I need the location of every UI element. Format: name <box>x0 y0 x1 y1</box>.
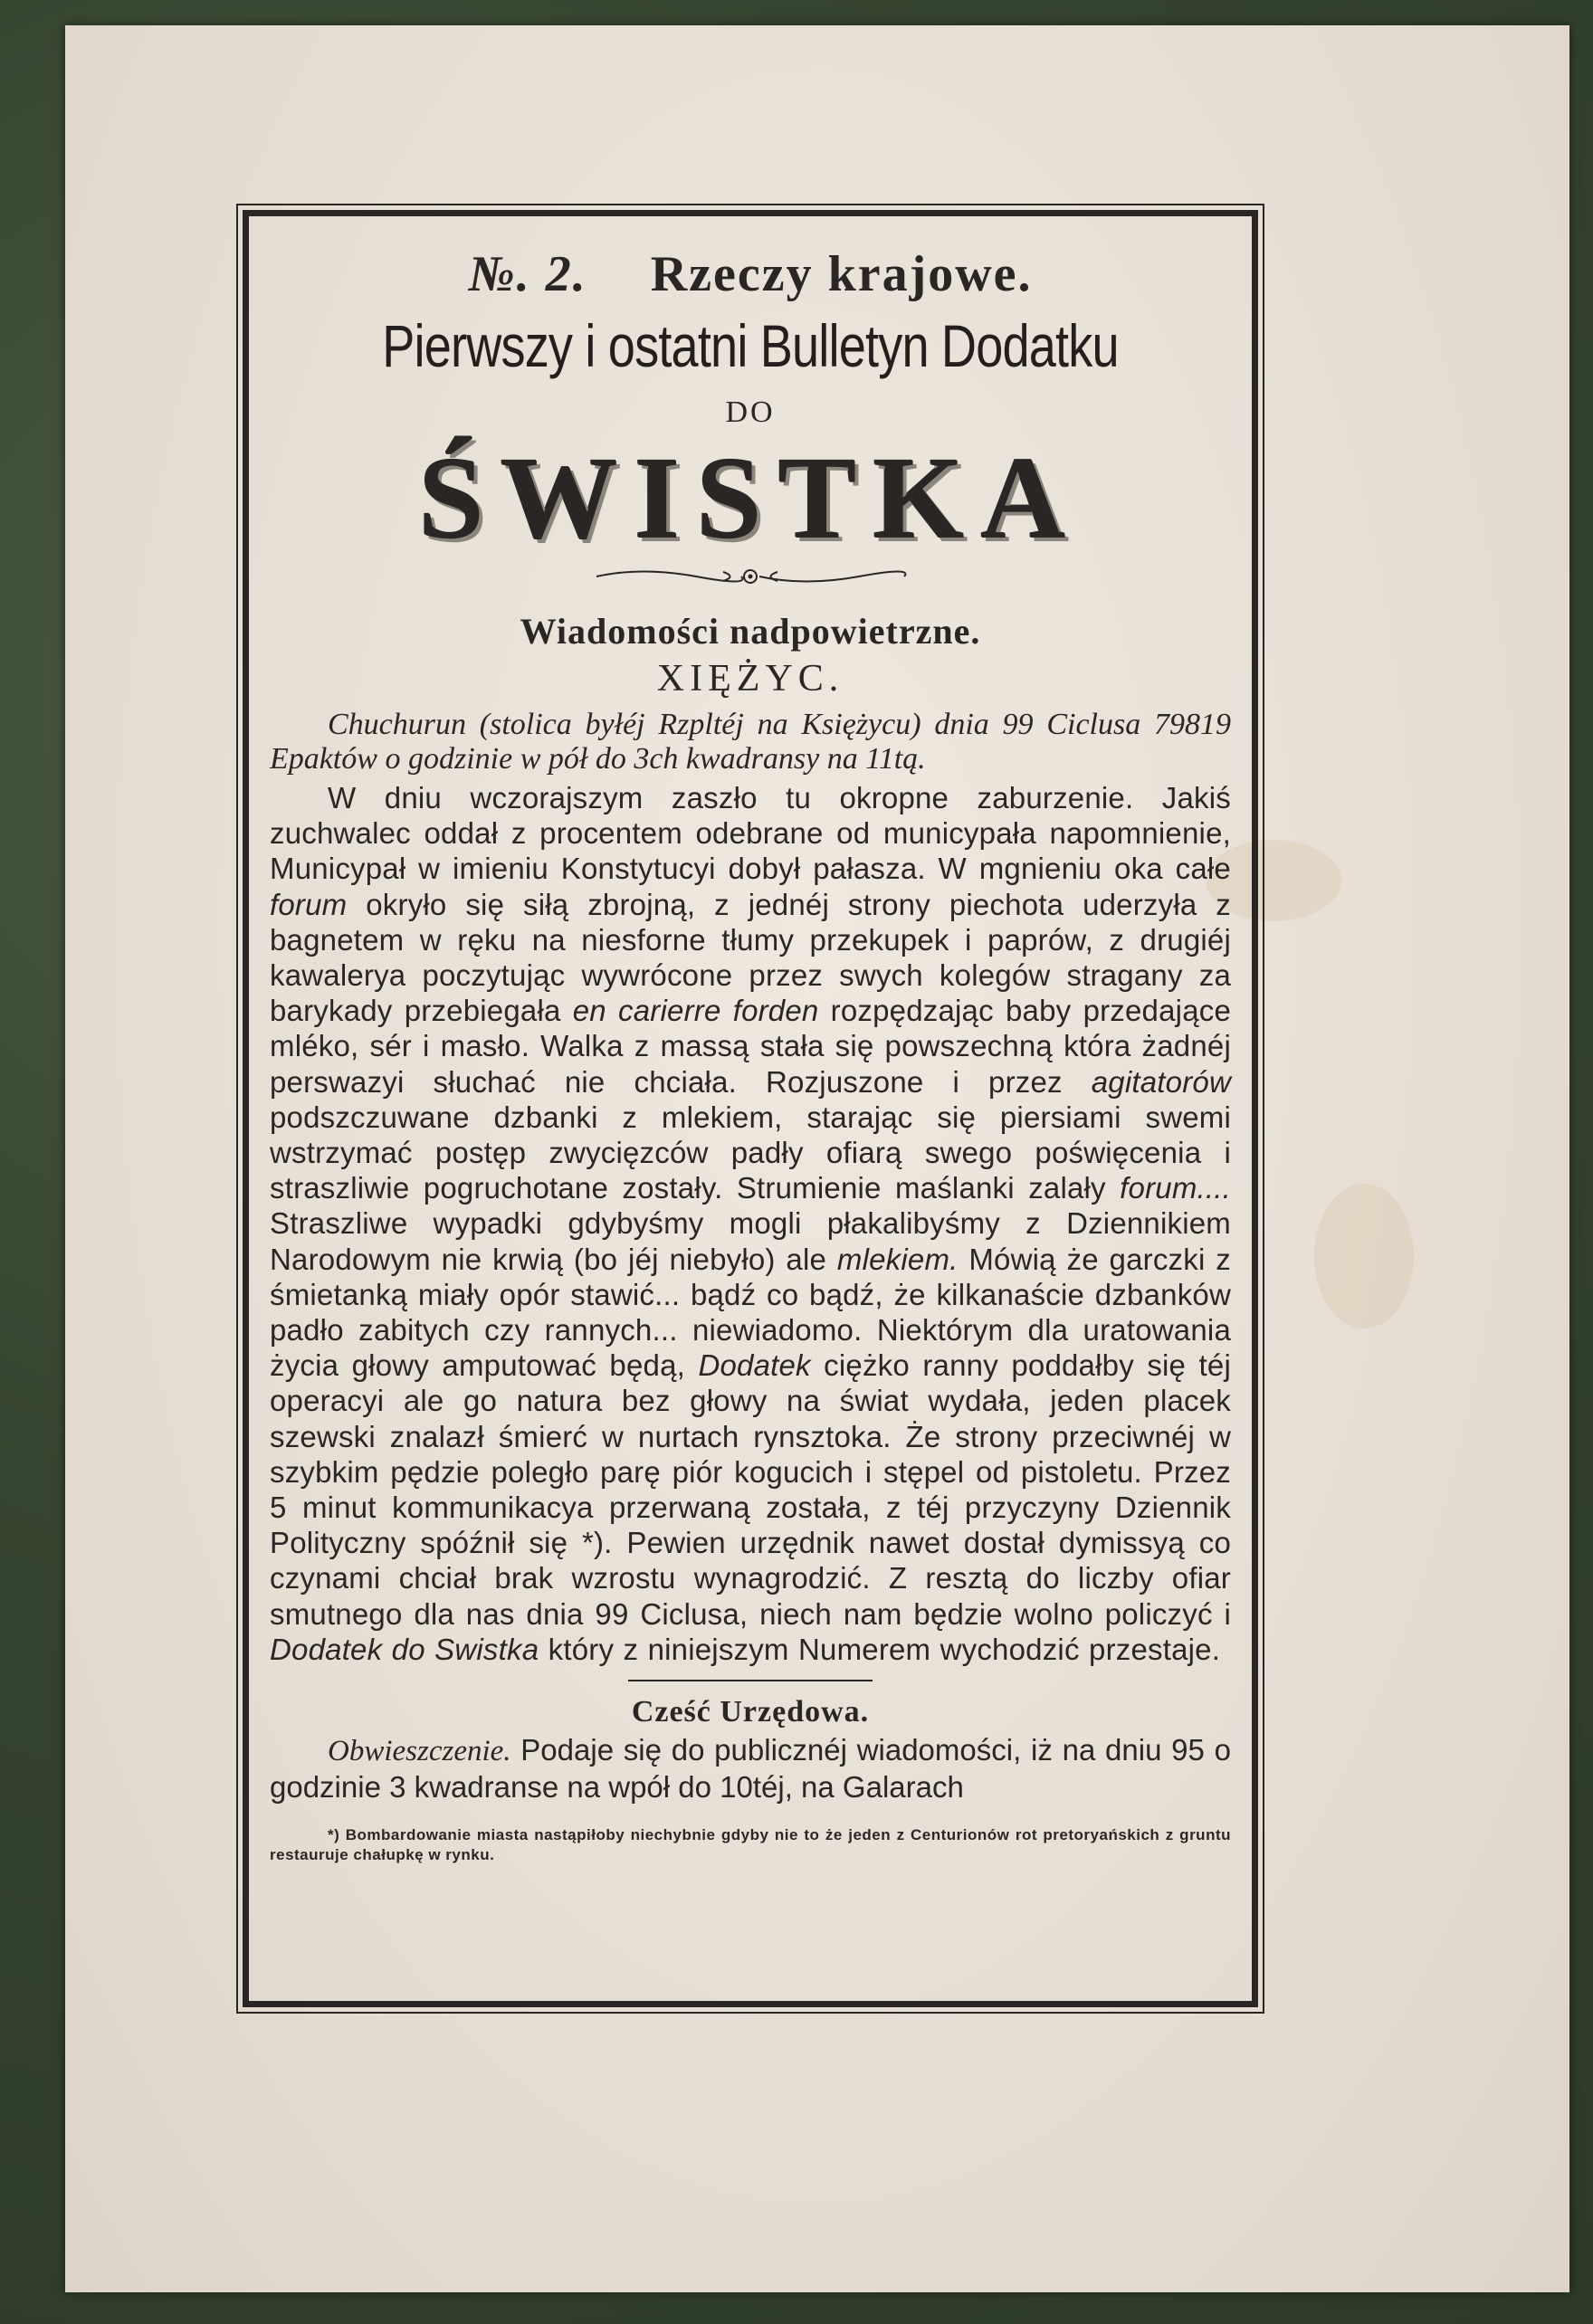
ornament-divider-icon <box>587 563 913 590</box>
title-connector: DO <box>725 395 776 429</box>
section-label: Rzeczy krajowe. <box>650 246 1033 302</box>
article-italic: en carierre forden <box>572 994 819 1028</box>
masthead-title: ŚWISTKA <box>418 433 1083 564</box>
article-italic: agitatorów <box>1091 1064 1231 1099</box>
news-article <box>270 780 1231 1667</box>
article-text: okryło się siłą zbrojną, z jednéj strony piechota uderzyła z bagnetem w ręku na niesforne tłumy przekupek i paprów, z drugiéj kawalerya poczytując wywrócone przez swych kolegów stragany za barykady przebiegała <box>270 887 1231 1028</box>
news-heading: Wiadomości nadpowietrzne. <box>520 611 981 652</box>
notice-label: Obwieszczenie. <box>328 1735 511 1768</box>
article-text: rozpędzając baby przedające mléko, sér i masło. Walka z massą stała się powszechną która żadnéj perswazyi słuchać nie chciała. Rozjuszone i przez <box>270 994 1232 1099</box>
notice-text: Podaje się do publicznéj wiadomości, iż na dniu 95 o godzinie 3 kwadranse na wpół do 10téj, na Galarach <box>270 1733 1231 1805</box>
article-text: który z niniejszym Numerem wychodzić przestaje. <box>539 1632 1221 1666</box>
article-italic: forum.... <box>1120 1171 1231 1205</box>
news-dateline: Chuchurun (stolica byłéj Rzpltéj na Księżycu) dnia 99 Ciclusa 79819 Epaktów o godzinie w pół do 3ch kwadransy na 11tą. <box>270 708 1231 776</box>
article-italic: Dodatek <box>698 1348 811 1383</box>
section-divider <box>628 1680 873 1681</box>
article-text: ciężko ranny poddałby się téj operacyi ale go natura bez głowy na świat wydała, jeden placek szewski znalazł śmierć w nurtach rynsztoka. Że strony przeciwnéj w szybkim pędzie poległo parę piór kogucich i stępel od pistoletu. Przez 5 minut kommunikacya przerwaną została, z téj przyczyny Dziennik Polityczny spóźnił się *). Pewien urzędnik nawet dostał dymissyą co czynami chciał brak wzrostu wynagrodzić. Z resztą do liczby ofiar smutnego dla nas dnia 99 Ciclusa, niech nam będzie wolno policzyć i <box>270 1348 1231 1631</box>
official-notice <box>270 1732 1231 1805</box>
article-text: Mówią że garczki z śmietanką miały opór stawić... bądź co bądź, że kilkanaście dzbanków padło zabitych czy rannych... niewiadomo. Niektórym dla uratowania życia głowy amputować będą, <box>270 1242 1231 1383</box>
article-text: podszczuwane dzbanki z mlekiem, starając się piersiami swemi wstrzymać postęp zwycięzców padły ofiarą swego poświęcenia i straszliwie pogruchotane zostały. Strumienie maślanki zalały <box>270 1100 1231 1205</box>
article-italic: mlekiem. <box>836 1242 959 1276</box>
news-place: XIĘŻYC. <box>656 658 844 700</box>
article-text: W dniu wczorajszym zaszło tu okropne zaburzenie. Jakiś zuchwalec oddał z procentem odebrane od municypała napomnienie, Municypał w imieniu Konstytucyi dobył pałasza. W mgnieniu oka całe <box>270 781 1231 886</box>
page-title: Pierwszy i ostatni Bulletyn Dodatku <box>382 312 1119 379</box>
official-heading: Cześć Urzędowa. <box>631 1695 870 1729</box>
footnote: *) Bombardowanie miasta nastąpiłoby niechybnie gdyby nie to że jeden z Centurionów rot pretoryańskich z gruntu restauruje chałupkę w rynku. <box>270 1826 1231 1864</box>
article-italic: Dodatek do Swistka <box>270 1632 539 1666</box>
document-content <box>270 243 1231 1865</box>
issue-number: №. 2. <box>468 246 587 302</box>
paper-stain <box>1314 1184 1414 1329</box>
issue-header <box>270 243 1231 306</box>
article-italic: forum <box>270 887 348 921</box>
article-text: Straszliwe wypadki gdybyśmy mogli płakalibyśmy z Dziennikiem Narodowym nie krwią (bo jéj niebyło) ale <box>270 1206 1231 1276</box>
